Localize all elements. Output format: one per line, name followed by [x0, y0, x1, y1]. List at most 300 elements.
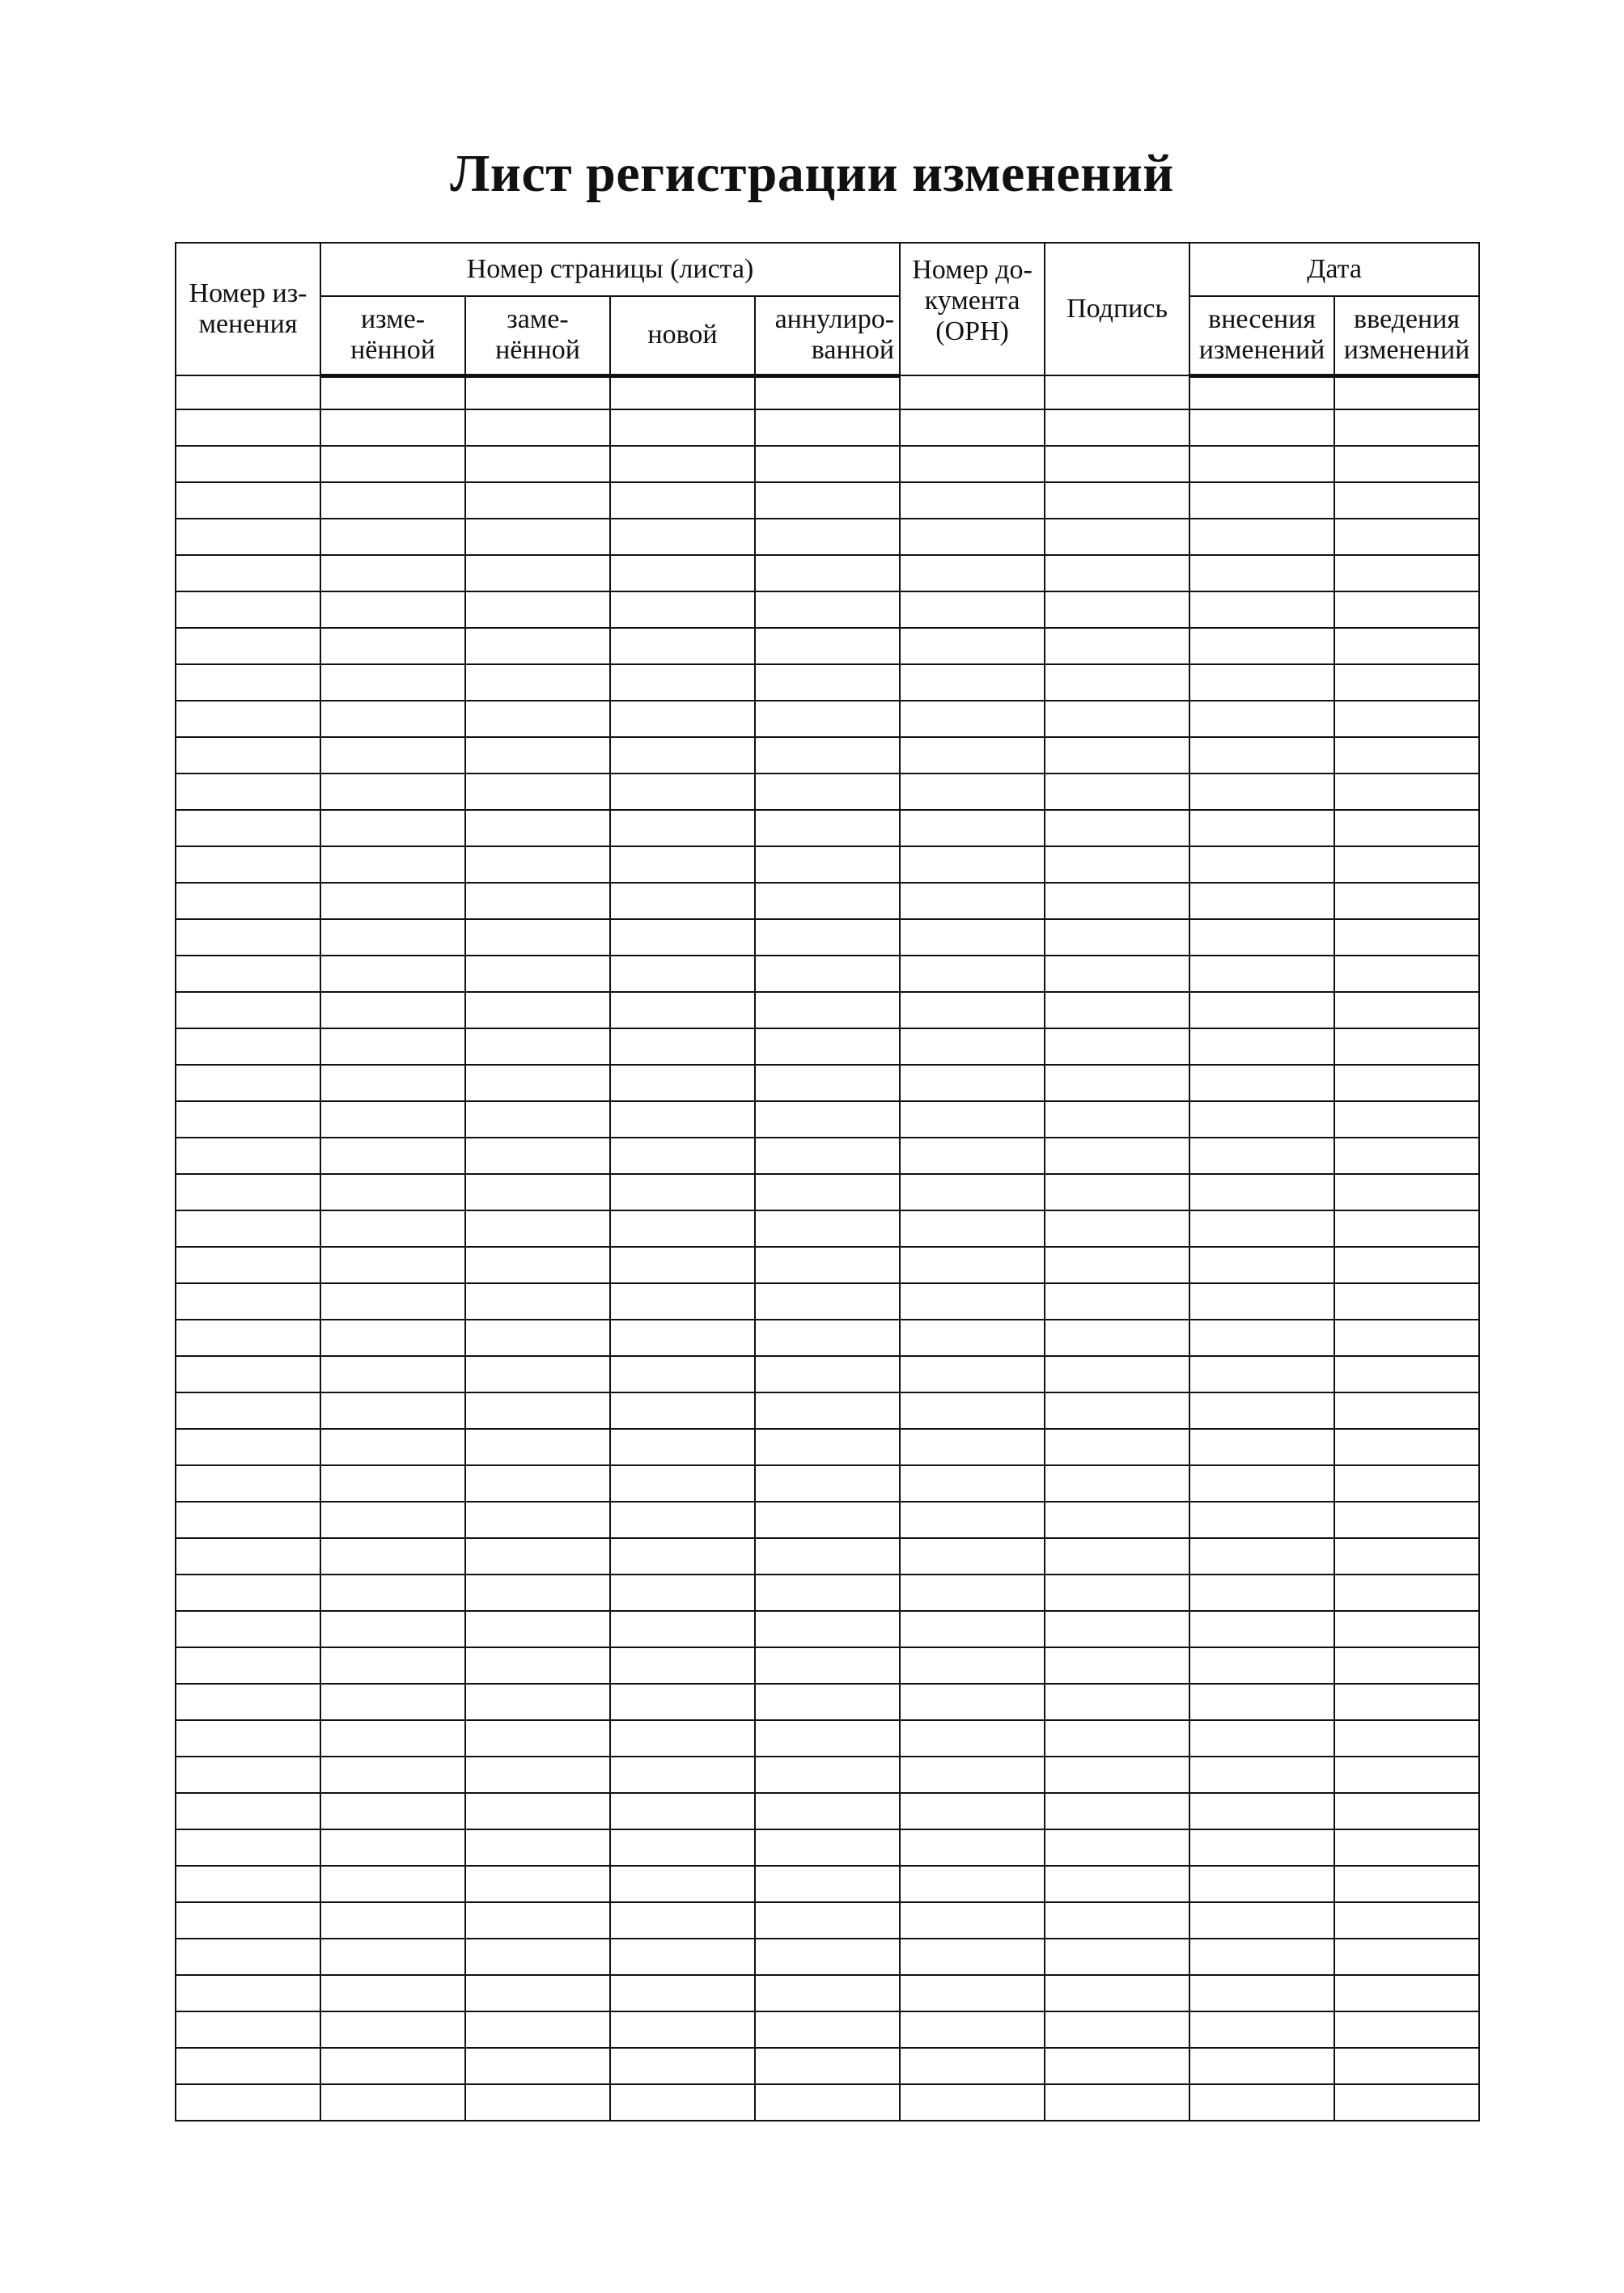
- table-cell: [465, 555, 610, 591]
- table-cell: [900, 482, 1045, 519]
- table-cell: [1189, 1101, 1334, 1138]
- table-cell: [1045, 664, 1189, 701]
- header-entry-date-line1: внесения: [1208, 304, 1316, 335]
- table-cell: [465, 1283, 610, 1320]
- table-cell: [1045, 1210, 1189, 1247]
- table-cell: [1189, 1465, 1334, 1502]
- table-cell: [900, 1829, 1045, 1866]
- table-cell: [320, 1465, 465, 1502]
- table-cell: [1334, 409, 1479, 446]
- table-cell: [1334, 1247, 1479, 1283]
- table-cell: [465, 774, 610, 810]
- table-cell: [465, 375, 610, 409]
- table-cell: [900, 555, 1045, 591]
- table-cell: [176, 555, 320, 591]
- table-cell: [1189, 992, 1334, 1028]
- table-cell: [465, 701, 610, 737]
- table-cell: [176, 1538, 320, 1575]
- table-cell: [1189, 2011, 1334, 2048]
- table-cell: [1334, 1174, 1479, 1210]
- table-cell: [755, 1793, 900, 1829]
- table-cell: [610, 1829, 755, 1866]
- table-cell: [1334, 482, 1479, 519]
- header-annulled: [755, 296, 900, 375]
- table-cell: [465, 1101, 610, 1138]
- table-cell: [176, 956, 320, 992]
- table-cell: [1189, 591, 1334, 628]
- table-cell: [1334, 1210, 1479, 1247]
- table-cell: [1334, 1757, 1479, 1793]
- header-effective-date: [1334, 296, 1479, 375]
- table-cell: [755, 919, 900, 956]
- header-changed: [320, 296, 465, 375]
- table-cell: [610, 1320, 755, 1356]
- table-cell: [465, 1392, 610, 1429]
- table-row: [176, 1757, 1479, 1793]
- table-cell: [755, 1902, 900, 1939]
- table-cell: [465, 591, 610, 628]
- table-cell: [1189, 1793, 1334, 1829]
- table-cell: [176, 1429, 320, 1465]
- table-cell: [1334, 1866, 1479, 1902]
- table-cell: [610, 2048, 755, 2084]
- table-cell: [1334, 1465, 1479, 1502]
- table-cell: [900, 409, 1045, 446]
- table-row: [176, 1975, 1479, 2011]
- table-row: [176, 1829, 1479, 1866]
- table-cell: [320, 1538, 465, 1575]
- table-cell: [1045, 375, 1189, 409]
- table-cell: [320, 446, 465, 482]
- table-cell: [465, 2011, 610, 2048]
- table-cell: [1045, 2048, 1189, 2084]
- table-cell: [900, 1757, 1045, 1793]
- table-cell: [1334, 1028, 1479, 1065]
- table-cell: [465, 1429, 610, 1465]
- header-replaced-line2: нённой: [495, 335, 580, 366]
- table-cell: [1334, 1392, 1479, 1429]
- table-row: [176, 409, 1479, 446]
- table-cell: [1334, 1138, 1479, 1174]
- table-cell: [1189, 1429, 1334, 1465]
- table-cell: [320, 956, 465, 992]
- table-row: [176, 2048, 1479, 2084]
- table-cell: [1045, 1138, 1189, 1174]
- table-row: [176, 956, 1479, 992]
- table-cell: [610, 1502, 755, 1538]
- table-cell: [755, 1247, 900, 1283]
- table-cell: [465, 519, 610, 555]
- table-cell: [176, 1975, 320, 2011]
- table-row: [176, 1902, 1479, 1939]
- table-cell: [176, 1720, 320, 1757]
- table-cell: [176, 1247, 320, 1283]
- table-cell: [176, 628, 320, 664]
- table-cell: [1189, 628, 1334, 664]
- table-cell: [755, 1174, 900, 1210]
- table-cell: [320, 1247, 465, 1283]
- table-cell: [1045, 701, 1189, 737]
- table-cell: [755, 1538, 900, 1575]
- table-cell: [176, 992, 320, 1028]
- table-cell: [610, 591, 755, 628]
- table-cell: [465, 409, 610, 446]
- table-cell: [1334, 1065, 1479, 1101]
- table-cell: [900, 1028, 1045, 1065]
- table-cell: [1189, 1939, 1334, 1975]
- header-document-number-line3: (ОРН): [935, 316, 1009, 346]
- table-cell: [176, 664, 320, 701]
- table-cell: [900, 628, 1045, 664]
- table-cell: [1045, 1720, 1189, 1757]
- table-row: [176, 992, 1479, 1028]
- table-cell: [610, 2011, 755, 2048]
- table-cell: [1334, 519, 1479, 555]
- table-cell: [755, 1829, 900, 1866]
- table-cell: [320, 519, 465, 555]
- table-cell: [176, 1028, 320, 1065]
- table-cell: [465, 883, 610, 919]
- table-cell: [1334, 1720, 1479, 1757]
- table-cell: [1334, 628, 1479, 664]
- table-cell: [465, 1647, 610, 1684]
- table-cell: [1189, 1138, 1334, 1174]
- table-cell: [900, 774, 1045, 810]
- header-change-number-line2: менения: [198, 309, 298, 339]
- table-row: [176, 628, 1479, 664]
- table-cell: [320, 1575, 465, 1611]
- table-cell: [755, 810, 900, 846]
- table-cell: [755, 774, 900, 810]
- table-cell: [755, 375, 900, 409]
- table-cell: [755, 446, 900, 482]
- table-cell: [1045, 1065, 1189, 1101]
- table-cell: [1189, 1866, 1334, 1902]
- table-cell: [755, 1720, 900, 1757]
- table-cell: [610, 1429, 755, 1465]
- table-cell: [1189, 555, 1334, 591]
- table-cell: [610, 519, 755, 555]
- table-cell: [1334, 737, 1479, 774]
- table-cell: [900, 591, 1045, 628]
- table-cell: [1189, 1174, 1334, 1210]
- header-effective-date-line2: изменений: [1343, 335, 1470, 366]
- table-cell: [320, 482, 465, 519]
- table-cell: [1189, 2084, 1334, 2121]
- table-cell: [755, 482, 900, 519]
- table-cell: [755, 701, 900, 737]
- table-cell: [900, 1320, 1045, 1356]
- table-cell: [900, 1465, 1045, 1502]
- table-cell: [320, 2011, 465, 2048]
- table-cell: [320, 1720, 465, 1757]
- table-cell: [320, 375, 465, 409]
- table-cell: [610, 1174, 755, 1210]
- table-cell: [176, 2048, 320, 2084]
- table-cell: [900, 446, 1045, 482]
- table-row: [176, 664, 1479, 701]
- table-cell: [465, 628, 610, 664]
- table-cell: [465, 1247, 610, 1283]
- table-cell: [176, 375, 320, 409]
- table-cell: [610, 482, 755, 519]
- table-cell: [1189, 1575, 1334, 1611]
- table-cell: [465, 1611, 610, 1647]
- table-cell: [465, 1902, 610, 1939]
- table-cell: [1189, 1757, 1334, 1793]
- table-cell: [465, 1793, 610, 1829]
- table-cell: [755, 992, 900, 1028]
- table-cell: [610, 737, 755, 774]
- table-cell: [320, 1611, 465, 1647]
- table-cell: [900, 1065, 1045, 1101]
- table-cell: [1045, 992, 1189, 1028]
- header-annulled-line1: аннулиро-: [774, 304, 895, 335]
- header-document-number: [900, 243, 1045, 375]
- table-cell: [1334, 1320, 1479, 1356]
- table-cell: [1189, 1684, 1334, 1720]
- header-annulled-line2: ванной: [811, 335, 895, 366]
- table-cell: [900, 2011, 1045, 2048]
- table-cell: [1045, 1392, 1189, 1429]
- table-cell: [176, 1174, 320, 1210]
- table-cell: [1045, 628, 1189, 664]
- table-cell: [1045, 1611, 1189, 1647]
- table-cell: [900, 1939, 1045, 1975]
- table-cell: [755, 1392, 900, 1429]
- table-cell: [1045, 1283, 1189, 1320]
- table-cell: [1334, 1575, 1479, 1611]
- table-cell: [176, 446, 320, 482]
- table-cell: [465, 1757, 610, 1793]
- table-cell: [900, 1902, 1045, 1939]
- table-cell: [465, 1465, 610, 1502]
- table-cell: [1045, 2011, 1189, 2048]
- table-cell: [755, 1465, 900, 1502]
- table-cell: [320, 409, 465, 446]
- table-cell: [1189, 1283, 1334, 1320]
- table-cell: [176, 1939, 320, 1975]
- table-cell: [610, 810, 755, 846]
- table-cell: [1045, 1575, 1189, 1611]
- table-cell: [610, 774, 755, 810]
- table-cell: [1045, 1247, 1189, 1283]
- table-cell: [1334, 1101, 1479, 1138]
- table-cell: [320, 701, 465, 737]
- table-cell: [1189, 810, 1334, 846]
- table-cell: [465, 664, 610, 701]
- table-cell: [610, 1939, 755, 1975]
- table-cell: [900, 375, 1045, 409]
- table-cell: [1045, 519, 1189, 555]
- table-cell: [320, 1028, 465, 1065]
- table-cell: [755, 1138, 900, 1174]
- table-cell: [755, 1210, 900, 1247]
- table-cell: [1334, 883, 1479, 919]
- table-cell: [1334, 1429, 1479, 1465]
- table-cell: [1045, 1028, 1189, 1065]
- table-cell: [465, 1065, 610, 1101]
- table-row: [176, 1502, 1479, 1538]
- table-cell: [320, 1138, 465, 1174]
- table-cell: [1334, 1829, 1479, 1866]
- table-cell: [755, 1939, 900, 1975]
- table-cell: [320, 1174, 465, 1210]
- table-cell: [320, 1283, 465, 1320]
- header-change-number: [176, 243, 320, 375]
- table-cell: [320, 1065, 465, 1101]
- table-row: [176, 1538, 1479, 1575]
- table-cell: [176, 1611, 320, 1647]
- table-cell: [900, 883, 1045, 919]
- header-date-group: Дата: [1189, 243, 1479, 296]
- table-row: [176, 555, 1479, 591]
- table-cell: [1045, 1101, 1189, 1138]
- table-cell: [176, 1320, 320, 1356]
- table-cell: [755, 2011, 900, 2048]
- table-cell: [900, 810, 1045, 846]
- table-cell: [465, 2084, 610, 2121]
- table-cell: [465, 1502, 610, 1538]
- table-cell: [1189, 701, 1334, 737]
- table-cell: [320, 1101, 465, 1138]
- table-cell: [610, 956, 755, 992]
- table-cell: [900, 1210, 1045, 1247]
- table-row: [176, 375, 1479, 409]
- table-row: [176, 1793, 1479, 1829]
- table-cell: [176, 1065, 320, 1101]
- table-cell: [1189, 1065, 1334, 1101]
- table-cell: [1189, 1356, 1334, 1392]
- table-cell: [1334, 2084, 1479, 2121]
- change-registration-table: [175, 242, 1480, 2121]
- table-cell: [1045, 1465, 1189, 1502]
- table-cell: [320, 1356, 465, 1392]
- header-entry-date-line2: изменений: [1198, 335, 1325, 366]
- table-cell: [465, 1174, 610, 1210]
- table-cell: [465, 1829, 610, 1866]
- table-cell: [755, 1429, 900, 1465]
- table-cell: [1045, 1793, 1189, 1829]
- table-cell: [320, 2048, 465, 2084]
- table-row: [176, 1720, 1479, 1757]
- table-cell: [176, 1502, 320, 1538]
- table-cell: [1334, 1502, 1479, 1538]
- table-row: [176, 1647, 1479, 1684]
- table-cell: [465, 1138, 610, 1174]
- table-cell: [465, 1320, 610, 1356]
- table-cell: [610, 1392, 755, 1429]
- table-cell: [176, 919, 320, 956]
- table-cell: [755, 1101, 900, 1138]
- table-cell: [465, 1866, 610, 1902]
- table-cell: [176, 2011, 320, 2048]
- table-cell: [1189, 482, 1334, 519]
- table-cell: [1045, 1757, 1189, 1793]
- table-cell: [755, 1575, 900, 1611]
- table-cell: [900, 519, 1045, 555]
- table-cell: [320, 1684, 465, 1720]
- table-cell: [610, 2084, 755, 2121]
- table-row: [176, 1065, 1479, 1101]
- table-cell: [465, 846, 610, 883]
- table-cell: [610, 1465, 755, 1502]
- table-row: [176, 1210, 1479, 1247]
- table-cell: [755, 846, 900, 883]
- table-row: [176, 883, 1479, 919]
- table-cell: [1334, 1939, 1479, 1975]
- table-cell: [900, 1101, 1045, 1138]
- table-cell: [610, 1975, 755, 2011]
- table-cell: [1334, 664, 1479, 701]
- table-cell: [1334, 810, 1479, 846]
- table-cell: [465, 446, 610, 482]
- header-page-number-group: Номер страницы (листа): [320, 243, 900, 296]
- table-cell: [900, 1975, 1045, 2011]
- table-cell: [610, 883, 755, 919]
- table-cell: [1334, 1538, 1479, 1575]
- table-cell: [900, 1429, 1045, 1465]
- table-row: [176, 1138, 1479, 1174]
- table-cell: [1189, 883, 1334, 919]
- table-row: [176, 446, 1479, 482]
- table-cell: [1045, 2084, 1189, 2121]
- table-cell: [900, 1138, 1045, 1174]
- table-cell: [900, 1247, 1045, 1283]
- table-cell: [755, 591, 900, 628]
- table-cell: [320, 1502, 465, 1538]
- table-cell: [610, 846, 755, 883]
- table-cell: [900, 1720, 1045, 1757]
- table-cell: [176, 774, 320, 810]
- table-cell: [610, 1283, 755, 1320]
- table-cell: [900, 664, 1045, 701]
- table-cell: [1189, 1028, 1334, 1065]
- table-cell: [465, 1939, 610, 1975]
- table-cell: [320, 591, 465, 628]
- table-cell: [320, 1866, 465, 1902]
- table-cell: [1045, 1502, 1189, 1538]
- table-cell: [1334, 591, 1479, 628]
- table-cell: [610, 446, 755, 482]
- table-row: [176, 2084, 1479, 2121]
- table-cell: [1334, 956, 1479, 992]
- table-cell: [755, 1065, 900, 1101]
- table-row: [176, 1939, 1479, 1975]
- table-cell: [176, 1465, 320, 1502]
- table-cell: [320, 737, 465, 774]
- table-cell: [1189, 1502, 1334, 1538]
- table-cell: [900, 1684, 1045, 1720]
- table-cell: [1189, 519, 1334, 555]
- table-cell: [176, 1575, 320, 1611]
- table-cell: [610, 1247, 755, 1283]
- table-cell: [610, 375, 755, 409]
- table-cell: [900, 1174, 1045, 1210]
- table-cell: [610, 555, 755, 591]
- table-cell: [320, 883, 465, 919]
- table-cell: [755, 1975, 900, 2011]
- table-row: [176, 482, 1479, 519]
- table-cell: [610, 1138, 755, 1174]
- table-cell: [176, 1902, 320, 1939]
- table-cell: [465, 2048, 610, 2084]
- table-cell: [1189, 956, 1334, 992]
- table-cell: [1334, 1283, 1479, 1320]
- table-cell: [176, 1757, 320, 1793]
- table-cell: [1045, 1866, 1189, 1902]
- table-cell: [465, 1575, 610, 1611]
